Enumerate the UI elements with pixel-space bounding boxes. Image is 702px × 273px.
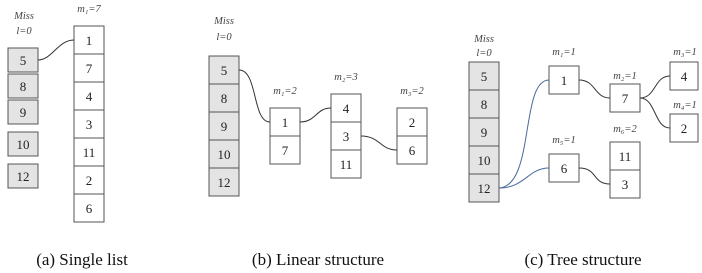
- miss-cell-value: 10: [477, 153, 491, 168]
- node-cell-value: 4: [342, 101, 350, 116]
- panel-b-node2: [331, 94, 361, 178]
- node-cell-value: 2: [680, 121, 688, 136]
- panel-b-miss-list: [209, 56, 239, 196]
- miss-cell-value: 8: [220, 91, 228, 106]
- node-cell-value: 7: [621, 91, 629, 106]
- node-cell-value: 7: [281, 143, 289, 158]
- node-cell-value: 4: [680, 69, 688, 84]
- node-cell-value: 6: [408, 143, 416, 158]
- node-cell-value: 11: [618, 149, 632, 164]
- miss-cell-value: 5: [480, 69, 488, 84]
- panel-b-node3-label: m₃=2: [400, 86, 424, 97]
- panel-c-node5-label: m₅=1: [552, 135, 576, 146]
- miss-cell-value: 10: [217, 147, 231, 162]
- edge-node1-to-node2: [300, 108, 331, 122]
- panel-a-caption: (a) Single list: [36, 250, 128, 269]
- node-cell-value: 6: [560, 161, 568, 176]
- edge-miss-to-node1: [239, 70, 270, 122]
- miss-cell-value: 8: [480, 97, 488, 112]
- edge-node2-to-node3: [640, 76, 670, 98]
- panel-a-node-list: [74, 26, 104, 222]
- node-cell-value: 3: [85, 117, 93, 132]
- edge-node2-to-node3: [361, 136, 397, 150]
- panel-a-node-label: m₁=7: [77, 4, 101, 15]
- node-cell-value: 3: [342, 129, 350, 144]
- panel-c-caption: (c) Tree structure: [524, 250, 642, 269]
- miss-cell-value: 8: [19, 79, 27, 94]
- node-cell-value: 4: [85, 89, 93, 104]
- panel-b-node3: [397, 108, 427, 164]
- panel-a-miss-title: Miss: [14, 11, 34, 22]
- panel-a: [8, 4, 128, 269]
- panel-b-node1-label: m₁=2: [273, 86, 297, 97]
- edge-miss-to-node5: [499, 168, 549, 188]
- node-cell-value: 1: [281, 115, 289, 130]
- node-cell-value: 1: [85, 33, 93, 48]
- miss-cell-value: 9: [220, 119, 228, 134]
- panel-c-node6-label: m₆=2: [613, 124, 637, 135]
- edge-node2-to-node4: [640, 98, 670, 128]
- node-cell-value: 6: [85, 201, 93, 216]
- panel-b-miss-title: Miss: [214, 16, 234, 27]
- panel-c-node1-label: m₁=1: [552, 47, 576, 58]
- node-cell-value: 1: [560, 73, 568, 88]
- node-cell-value: 2: [85, 173, 93, 188]
- panel-c: [469, 34, 698, 269]
- panel-c-node3-label: m₃=1: [673, 47, 697, 58]
- node-cell-value: 2: [408, 115, 416, 130]
- panel-c-miss-title: Miss: [474, 34, 494, 45]
- node-cell-value: 3: [621, 177, 629, 192]
- panel-c-miss-list: [469, 62, 499, 202]
- node-cell-value: 11: [82, 145, 96, 160]
- panel-b: [209, 16, 427, 269]
- edge-node5-to-node6: [579, 168, 610, 184]
- panel-c-node4-label: m₄=1: [673, 100, 697, 111]
- miss-cell-value: 9: [19, 105, 27, 120]
- panel-a-miss-level: l=0: [16, 26, 32, 37]
- miss-cell-value: 5: [19, 53, 27, 68]
- edge-miss-to-node1: [499, 80, 549, 188]
- panel-b-caption: (b) Linear structure: [251, 250, 385, 269]
- node-cell-value: 11: [339, 157, 353, 172]
- miss-cell-value: 12: [16, 169, 30, 184]
- miss-cell-value: 5: [220, 63, 228, 78]
- panel-b-node1: [270, 108, 300, 164]
- edge-miss-to-node: [38, 40, 74, 60]
- miss-cell-value: 9: [480, 125, 488, 140]
- edge-node1-to-node2: [579, 80, 610, 98]
- miss-cell-value: 12: [217, 175, 231, 190]
- panel-c-node2-label: m₂=1: [613, 71, 637, 82]
- miss-cell-value: 10: [16, 137, 30, 152]
- miss-cell-value: 12: [477, 181, 491, 196]
- panel-a-miss-list: [8, 48, 38, 188]
- node-cell-value: 7: [85, 61, 93, 76]
- panel-c-miss-level: l=0: [476, 48, 492, 59]
- panel-b-node2-label: m₂=3: [334, 72, 358, 83]
- panel-b-miss-level: l=0: [216, 32, 232, 43]
